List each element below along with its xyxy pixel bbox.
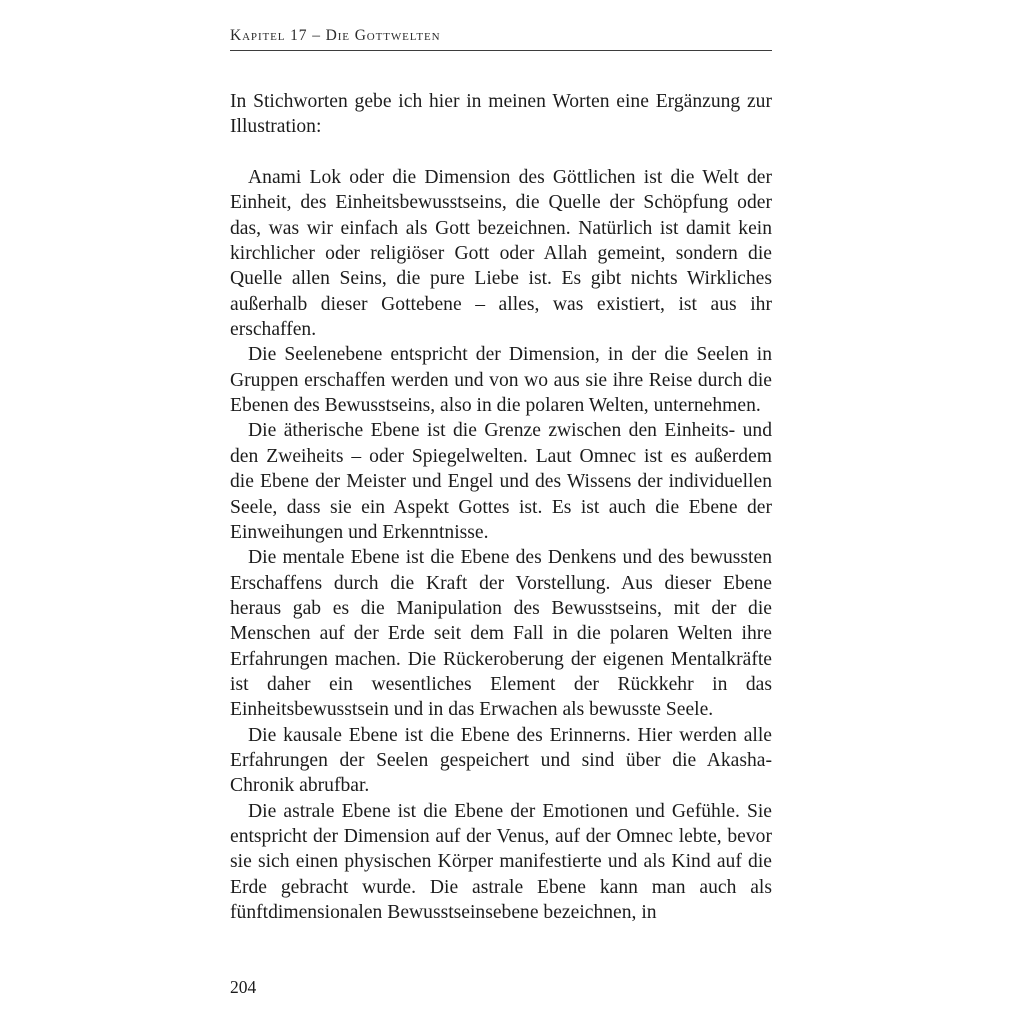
paragraph-kausale-ebene: Die kausale Ebene ist die Ebene des Erinnerns. Hier werden alle Erfahrungen der Seelen gespeichert und sind über die Akasha-Chronik abrufbar.	[230, 724, 772, 797]
running-head	[230, 27, 772, 51]
page-number: 204	[230, 977, 257, 997]
paragraph-aetherische-ebene: Die ätherische Ebene ist die Grenze zwischen den Einheits- und den Zweiheits – oder Spiegelwelten. Laut Omnec ist es außerdem die Ebene der Meister und Engel und des Wissens der individuellen Seele, dass sie ein Aspekt Gottes ist. Es ist auch die Ebene der Einweihungen und Erkenntnisse.	[230, 420, 772, 543]
paragraph-mentale-ebene: Die mentale Ebene ist die Ebene des Denkens und des bewussten Erschaffens durch die Kraft der Vorstellung. Aus dieser Ebene heraus gab es die Manipulation des Bewusstseins, mit der die Menschen auf der Erde seit dem Fall in die polaren Welten ihre Erfahrungen machen. Die Rückeroberung der eigenen Mentalkräfte ist daher ein wesentliches Element der Rückkehr in das Einheitsbewusstsein und in das Erwachen als bewusste Seele.	[230, 547, 772, 721]
page-body	[230, 89, 772, 925]
paragraph-intro: In Stichworten gebe ich hier in meinen Worten eine Ergänzung zur Illustration:	[230, 91, 772, 138]
paragraph-seelenebene: Die Seelenebene entspricht der Dimension, in der die Seelen in Gruppen erschaffen werden und von wo aus sie ihre Reise durch die Ebenen des Bewusstseins, also in die polaren Welten, unternehmen.	[230, 344, 772, 417]
paragraph-astrale-ebene: Die astrale Ebene ist die Ebene der Emotionen und Gefühle. Sie entspricht der Dimension auf der Venus, auf der Omnec lebte, bevor sie sich einen physischen Körper manifestierte und als Kind auf die Erde gebracht wurde. Die astrale Ebene kann man auch als fünftdimensionalen Bewusstseinsebene bezeichnen, in	[230, 800, 772, 923]
paragraph-anami-lok: Anami Lok oder die Dimension des Göttlichen ist die Welt der Einheit, des Einheitsbewusstseins, die Quelle der Schöpfung oder das, was wir einfach als Gott bezeichnen. Natürlich ist damit kein kirchlicher oder religiöser Gott oder Allah gemeint, sondern die Quelle allen Seins, die pure Liebe ist. Es gibt nichts Wirkliches außerhalb dieser Gottebene – alles, was existiert, ist aus ihr erschaffen.	[230, 167, 772, 341]
chapter-title: Kapitel 17 – Die Gottwelten	[230, 27, 441, 44]
